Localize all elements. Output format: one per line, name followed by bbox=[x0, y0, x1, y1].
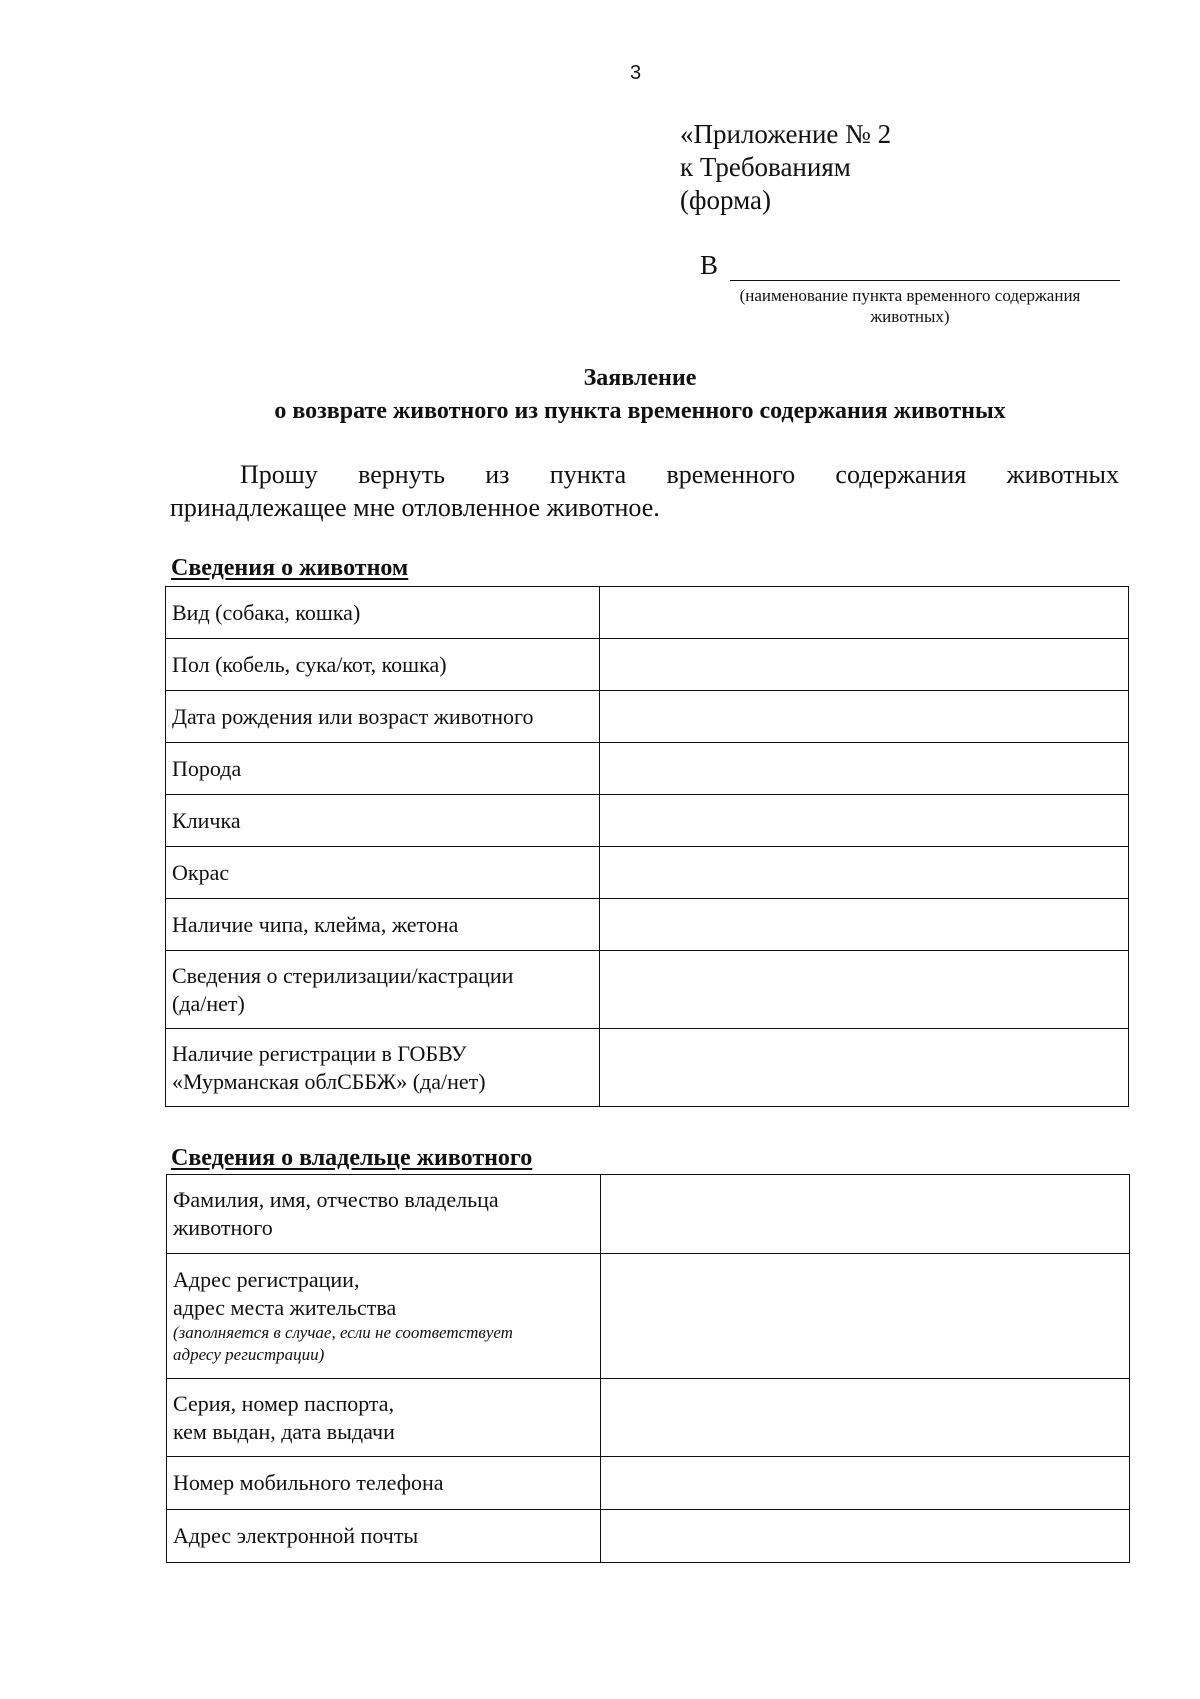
label-line: Адрес регистрации, bbox=[173, 1267, 360, 1292]
intro-line: принадлежащее мне отловленное животное. bbox=[170, 493, 660, 522]
value-field[interactable] bbox=[601, 1379, 1130, 1457]
value-field[interactable] bbox=[600, 899, 1129, 951]
appendix-line: (форма) bbox=[680, 185, 771, 215]
label-line: Фамилия, имя, отчество владельца bbox=[173, 1187, 499, 1212]
value-field[interactable] bbox=[600, 1029, 1129, 1107]
appendix-line: «Приложение № 2 bbox=[680, 119, 892, 149]
label-line: кем выдан, дата выдачи bbox=[173, 1418, 395, 1444]
owner-section-heading: Сведения о владельце животного bbox=[171, 1145, 533, 1171]
label-line: Наличие чипа, клейма, жетона bbox=[172, 911, 459, 937]
label-line: «Мурманская облСББЖ» (да/нет) bbox=[172, 1068, 486, 1094]
label-line: Окрас bbox=[172, 859, 230, 885]
table-row bbox=[166, 951, 1129, 1029]
table-row bbox=[166, 899, 1129, 951]
label-line: Дата рождения или возраст животного bbox=[172, 703, 534, 729]
label-line: адрес места жительства bbox=[173, 1295, 397, 1320]
intro-line: Прошу вернуть из пункта временного содержания животных bbox=[240, 460, 1119, 489]
row-label bbox=[166, 639, 600, 691]
row-label bbox=[166, 587, 600, 639]
appendix-header bbox=[680, 118, 891, 217]
label-line: Кличка bbox=[172, 807, 241, 833]
label-line: Номер мобильного телефона bbox=[173, 1470, 444, 1495]
row-label bbox=[166, 847, 600, 899]
row-label bbox=[167, 1457, 601, 1510]
addressee-caption bbox=[700, 285, 1120, 327]
animal-section-heading: Сведения о животном bbox=[171, 555, 409, 581]
label-line: Порода bbox=[172, 755, 242, 781]
label-note: (заполняется в случае, если не соответствует bbox=[173, 1323, 513, 1342]
caption-line: животных) bbox=[870, 307, 950, 326]
label-line: Наличие регистрации в ГОБВУ bbox=[172, 1040, 467, 1066]
row-label bbox=[166, 1029, 600, 1107]
label-line: Сведения о стерилизации/кастрации bbox=[172, 962, 514, 988]
row-label bbox=[167, 1379, 601, 1457]
value-field[interactable] bbox=[600, 639, 1129, 691]
appendix-line: к Требованиям bbox=[680, 152, 851, 182]
table-row bbox=[166, 587, 1129, 639]
owner-info-table bbox=[166, 1174, 1130, 1563]
value-field[interactable] bbox=[600, 587, 1129, 639]
table-row bbox=[166, 847, 1129, 899]
addressee-prefix: В bbox=[700, 250, 719, 280]
table-row bbox=[167, 1457, 1130, 1510]
value-field[interactable] bbox=[600, 743, 1129, 795]
row-label bbox=[167, 1175, 601, 1254]
addressee-block bbox=[700, 250, 1120, 327]
addressee-blank-field[interactable] bbox=[730, 254, 1120, 281]
table-row bbox=[166, 639, 1129, 691]
label-line: (да/нет) bbox=[172, 990, 245, 1016]
label-line: Серия, номер паспорта, bbox=[173, 1390, 395, 1416]
table-row bbox=[166, 743, 1129, 795]
table-row bbox=[166, 1029, 1129, 1107]
value-field[interactable] bbox=[600, 795, 1129, 847]
caption-line: (наименование пункта временного содержания bbox=[739, 286, 1081, 305]
value-field[interactable] bbox=[601, 1254, 1130, 1379]
value-field[interactable] bbox=[601, 1175, 1130, 1254]
addressee-line bbox=[700, 250, 1120, 281]
row-label bbox=[166, 743, 600, 795]
label-line: Пол (кобель, сука/кот, кошка) bbox=[172, 651, 447, 677]
row-label bbox=[166, 951, 600, 1029]
title-line: Заявление bbox=[583, 365, 697, 391]
label-line: Адрес электронной почты bbox=[173, 1523, 419, 1548]
document-title bbox=[0, 362, 1200, 428]
title-line: о возврате животного из пункта временного содержания животных bbox=[274, 398, 1006, 424]
row-label bbox=[167, 1254, 601, 1379]
row-label bbox=[166, 899, 600, 951]
table-row bbox=[167, 1254, 1130, 1379]
table-row bbox=[167, 1175, 1130, 1254]
value-field[interactable] bbox=[600, 847, 1129, 899]
value-field[interactable] bbox=[600, 691, 1129, 743]
value-field[interactable] bbox=[600, 951, 1129, 1029]
row-label bbox=[166, 691, 600, 743]
label-note: адресу регистрации) bbox=[173, 1345, 325, 1364]
label-line: Вид (собака, кошка) bbox=[172, 599, 361, 625]
row-label bbox=[167, 1510, 601, 1563]
intro-paragraph bbox=[170, 458, 1119, 524]
value-field[interactable] bbox=[601, 1457, 1130, 1510]
label-line: животного bbox=[173, 1215, 273, 1240]
table-row bbox=[166, 795, 1129, 847]
page-number: 3 bbox=[630, 62, 642, 84]
table-row bbox=[167, 1379, 1130, 1457]
table-row bbox=[166, 691, 1129, 743]
table-row bbox=[167, 1510, 1130, 1563]
animal-info-table bbox=[165, 586, 1129, 1107]
value-field[interactable] bbox=[601, 1510, 1130, 1563]
row-label bbox=[166, 795, 600, 847]
